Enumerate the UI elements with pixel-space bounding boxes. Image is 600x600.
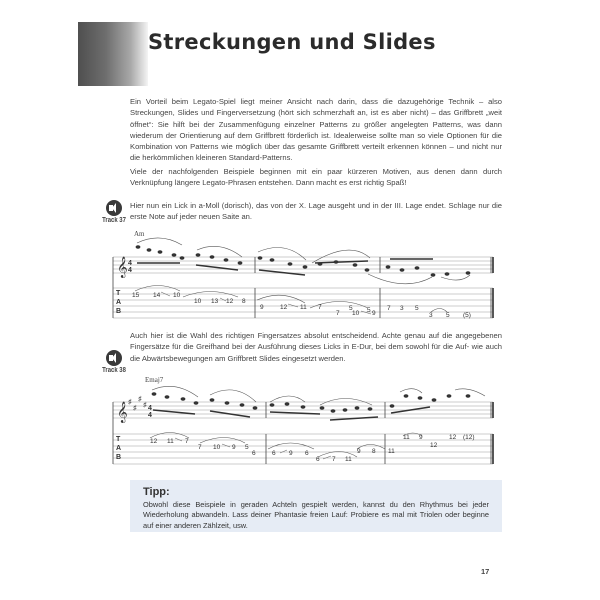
svg-text:9: 9 — [372, 310, 376, 317]
svg-text:3: 3 — [429, 312, 433, 319]
svg-text:B: B — [116, 308, 122, 315]
svg-text:A: A — [116, 445, 122, 452]
svg-text:6: 6 — [272, 450, 276, 457]
page-title: Streckungen und Slides — [148, 30, 436, 54]
svg-text:8: 8 — [372, 448, 376, 455]
svg-text:7: 7 — [198, 444, 202, 451]
svg-text:11: 11 — [345, 456, 352, 463]
svg-text:13: 13 — [211, 298, 219, 305]
svg-text:10: 10 — [173, 292, 181, 299]
svg-text:11: 11 — [167, 438, 174, 445]
svg-text:9: 9 — [419, 434, 423, 441]
svg-text:7: 7 — [336, 310, 340, 317]
svg-text:5: 5 — [415, 305, 419, 312]
chord-symbol: Emaj7 — [145, 376, 164, 384]
svg-text:4: 4 — [128, 260, 132, 267]
page-number: 17 — [481, 567, 490, 576]
svg-text:11: 11 — [403, 434, 410, 441]
svg-text:5: 5 — [367, 307, 371, 314]
svg-text:10: 10 — [352, 310, 360, 317]
svg-text:12: 12 — [226, 298, 234, 305]
svg-text:15: 15 — [132, 292, 140, 299]
svg-text:7: 7 — [318, 304, 322, 311]
svg-text:10: 10 — [213, 444, 221, 451]
tip-box — [130, 480, 502, 532]
svg-text:12: 12 — [280, 304, 288, 311]
svg-text:♯: ♯ — [138, 396, 142, 403]
example-1-description: Hier nun ein Lick in a-Moll (dorisch), das von der X. Lage ausgeht und in der III. Lage endet. Schlage nur die erste Note auf jeder neuen Saite an. — [130, 201, 502, 222]
svg-text:11: 11 — [388, 448, 395, 455]
svg-text:14: 14 — [153, 292, 161, 299]
svg-text:8: 8 — [242, 298, 246, 305]
svg-text:12: 12 — [150, 438, 158, 445]
svg-text:T: T — [116, 436, 121, 443]
intro-paragraph: Ein Vorteil beim Legato-Spiel liegt meiner Ansicht nach darin, dass die dazugehörige Technik – also Streckungen, Slides und Fingerversetzung (hört sich schmerzhaft an, ist es aber nicht) – das Griffbrett „weit öffnet“: Sie hilft bei der Zusammenfügung einzelner Patterns zu größer angelegten Patterns, was dann wiederum der Orientierung auf dem Griffbrett förderlich ist. Idealerweise sollte man so viele Optionen für die Kombination von Patterns wie möglich über das gesamte Griffbrett verteilt erkennen können – und nicht nur die herkömmlichen kleineren Standard-Patterns. — [130, 97, 502, 163]
svg-text:9: 9 — [357, 448, 361, 455]
svg-text:A: A — [116, 299, 122, 306]
svg-text:12: 12 — [430, 442, 438, 449]
svg-text:𝄞: 𝄞 — [117, 257, 128, 278]
svg-text:7: 7 — [185, 438, 189, 445]
svg-text:♯: ♯ — [128, 399, 132, 406]
svg-text:6: 6 — [252, 450, 256, 457]
svg-text:9: 9 — [289, 450, 293, 457]
svg-text:(5): (5) — [463, 312, 471, 319]
second-paragraph: Viele der nachfolgenden Beispiele beginnen mit ein paar kürzeren Motiven, aus denen dann durch Verknüpfung längere Legato-Phrasen entstehen. Dann macht es erst richtig Spaß! — [130, 167, 502, 188]
svg-text:4: 4 — [128, 267, 132, 274]
svg-text:5: 5 — [245, 444, 249, 451]
svg-text:11: 11 — [300, 304, 307, 311]
svg-text:9: 9 — [260, 304, 264, 311]
svg-text:♯: ♯ — [143, 402, 147, 409]
svg-text:10: 10 — [194, 298, 202, 305]
svg-text:𝄞: 𝄞 — [117, 402, 128, 423]
svg-text:5: 5 — [349, 305, 353, 312]
svg-text:4: 4 — [148, 405, 152, 412]
svg-text:5: 5 — [446, 312, 450, 319]
example-2-description: Auch hier ist die Wahl des richtigen Fingersatzes absolut entscheidend. Achte genau auf die angegebenen Fingersätze für die Greifhand bei der Ausführung dieses Licks in E-Dur, bei dem sowohl für die Auf- wie auch die Abwärtsbewegungen am Griffbrett Slides eingesetzt werden. — [130, 331, 502, 363]
svg-text:9: 9 — [232, 444, 236, 451]
tip-text: Obwohl diese Beispiele in geraden Achteln gespielt werden, kannst du den Rhythmus bei jeder Wiederholung abwandeln. Lass deiner Phantasie freien Lauf: Probiere es mal mit Triolen oder beginne auf einer anderen Zählzeit, usw. — [143, 500, 489, 530]
track-label: Track 37 — [102, 217, 126, 224]
svg-text:♯: ♯ — [133, 405, 137, 412]
svg-text:(12): (12) — [463, 434, 475, 441]
track-label: Track 38 — [102, 367, 126, 374]
chord-symbol: Am — [134, 230, 145, 238]
svg-text:3: 3 — [400, 305, 404, 312]
svg-text:7: 7 — [332, 456, 336, 463]
svg-text:12: 12 — [449, 434, 457, 441]
svg-text:6: 6 — [316, 456, 320, 463]
svg-text:T: T — [116, 290, 121, 297]
svg-text:6: 6 — [305, 450, 309, 457]
svg-text:B: B — [116, 454, 122, 461]
tip-title: Tipp: — [143, 486, 170, 498]
svg-text:4: 4 — [148, 412, 152, 419]
svg-text:7: 7 — [387, 305, 391, 312]
